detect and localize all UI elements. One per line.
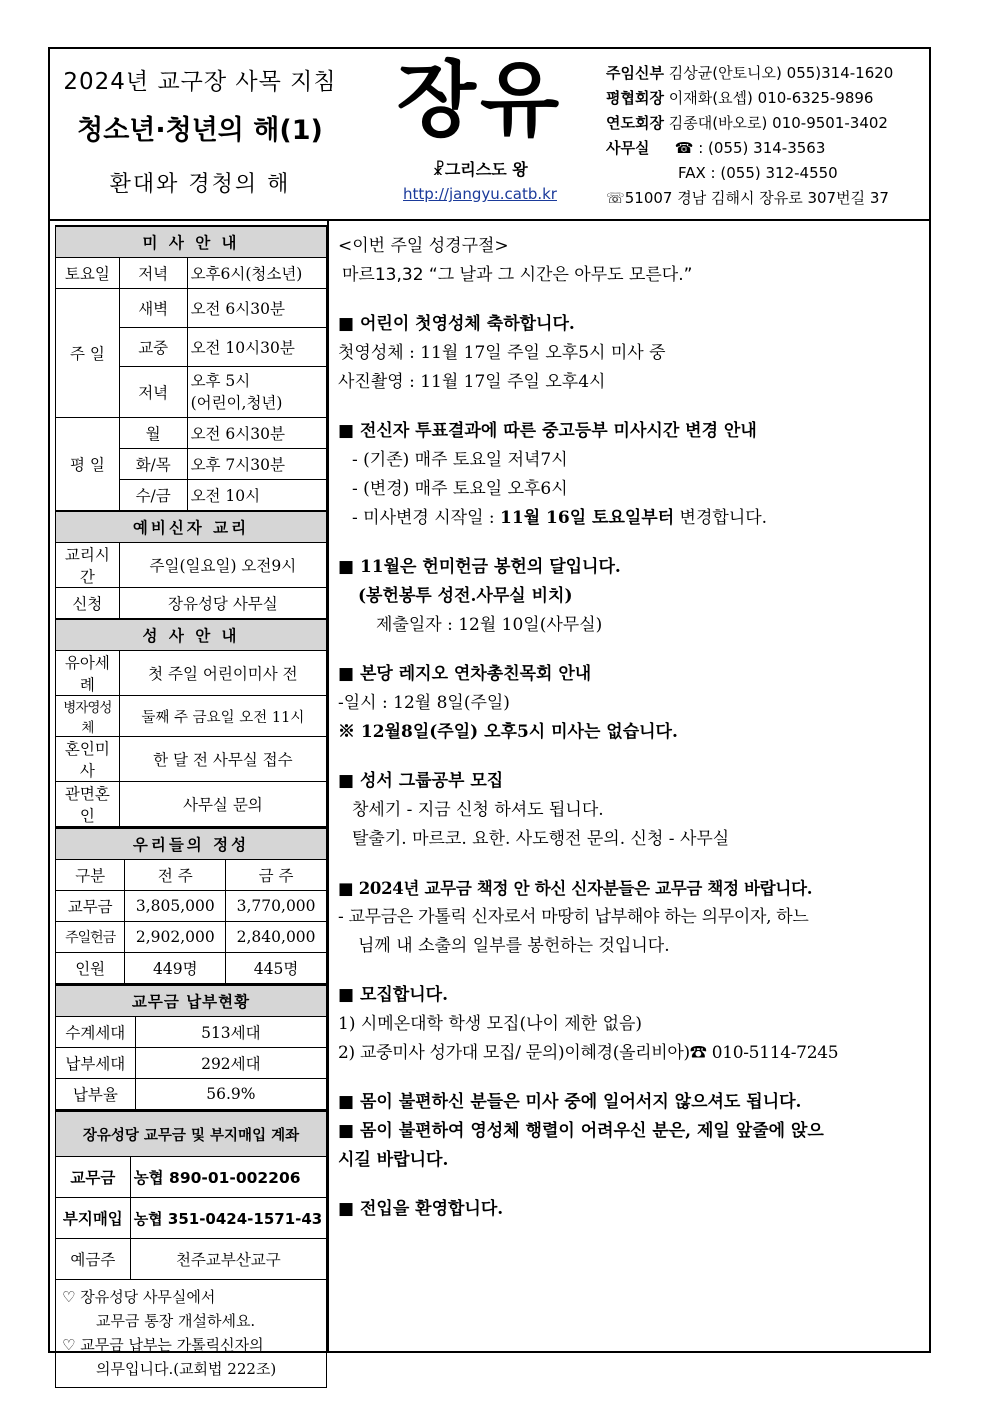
offering-prev: 449명 [125,953,226,984]
feast-name: ☧그리스도 왕 [432,160,528,179]
announcements [338,232,928,1224]
dues-label: 수계세대 [56,1017,136,1048]
dues-label: 납부세대 [56,1048,136,1079]
contact-row [606,186,926,211]
offering-curr: 3,770,000 [226,891,327,922]
section-line: 제출일자 : 12월 10일(사무실) [376,615,603,635]
header [50,49,929,221]
mass-time [187,367,326,418]
section-title: ■ 몸이 불편하신 분들은 미사 중에 일어서지 않으셔도 됩니다. [338,1092,802,1112]
mass-time: 오전 10시 [187,480,326,512]
sidebar [55,225,327,1388]
offering-label: 인원 [56,953,125,984]
section-title: ■ 성서 그룹공부 모집 [338,771,504,791]
mass-slot: 저녁 [119,367,187,418]
contact-row [606,111,926,136]
account-label: 교무금 [56,1157,131,1198]
mass-time-line: 오후 5시 [190,372,251,390]
section-line: 2) 교중미사 성가대 모집/ 문의)이혜경(올리비아)☎ 010-5114-7245 [338,1043,839,1063]
mass-slot: 새벽 [119,289,187,328]
dues-value: 56.9% [135,1079,326,1110]
contact-value: 이재화(요셉) 010-6325-9896 [668,89,874,107]
sunday-label: 주 일 [56,289,120,418]
note-line: 의무입니다.(교회법 222조) [96,1360,277,1378]
dues-title: 교무금 납부현황 [56,985,327,1017]
contact-label: 평협회장 [606,89,664,107]
section-title: ■ 2024년 교무금 책정 안 하신 신자분들은 교무금 책정 바랍니다. [338,879,813,898]
contact-value: 김종대(바오로) 010-9501-3402 [668,114,888,132]
catechumen-time-label: 교리시간 [56,543,120,588]
header-center [370,53,590,203]
sacrament-label: 유아세례 [56,651,120,696]
mass-schedule-title: 미 사 안 내 [56,226,327,258]
mass-slot: 화/목 [119,449,187,480]
section-title: ■ 11월은 헌미헌금 봉헌의 달입니다. [338,557,621,577]
account-value: 농협 351-0424-1571-43 [130,1198,326,1239]
sacrament-label: 병자영성체 [56,696,120,737]
address-value: ☏51007 경남 김해시 장유로 307번길 37 [606,189,889,207]
section-title: ■ 전입을 환영합니다. [338,1199,504,1219]
sacrament-value: 첫 주일 어린이미사 전 [119,651,326,696]
section-line: 1) 시메온대학 학생 모집(나이 제한 없음) [338,1014,643,1034]
section-line [338,504,928,533]
saturday-label: 토요일 [56,258,120,289]
offering-title: 우리들의 정성 [56,828,327,860]
contact-row [606,86,926,111]
mass-slot: 교중 [119,328,187,367]
catechumen-apply-label: 신청 [56,588,120,620]
account-label: 부지매입 [56,1198,131,1239]
year-motto: 환대와 경청의 해 [109,172,291,197]
sacrament-label: 혼인미사 [56,737,120,782]
weekday-label: 평 일 [56,418,120,512]
contact-info [606,61,926,211]
note-line: 교무금 통장 개설하세요. [96,1312,256,1330]
saturday-slot: 저녁 [119,258,187,289]
contact-label: 사무실 [606,139,650,157]
pastoral-theme: 2024년 교구장 사목 지침 [63,69,337,95]
section-line: -일시 : 12월 8일(주일) [338,693,510,713]
sacrament-value: 사무실 문의 [119,782,326,827]
section-line: 님께 내 소출의 일부를 봉헌하는 것입니다. [358,936,670,956]
contact-label: 연도회장 [606,114,664,132]
dues-value: 513세대 [135,1017,326,1048]
account-label: 예금주 [56,1239,131,1280]
section-line: 탈출기. 마르코. 요한. 사도행전 문의. 신청 - 사무실 [352,829,730,849]
mass-time: 오전 6시30분 [187,418,326,449]
sacrament-title: 성 사 안 내 [56,619,327,651]
contact-row [606,161,926,186]
dues-value: 292세대 [135,1048,326,1079]
section-line: ※ 12월8일(주일) 오후5시 미사는 없습니다. [338,722,678,742]
catechumen-title: 예비신자 교리 [56,511,327,543]
account-title: 장유성당 교무금 및 부지매입 계좌 [56,1111,327,1157]
contact-value: FAX : (055) 312-4550 [678,164,838,182]
dues-label: 납부율 [56,1079,136,1110]
info-table [55,225,327,827]
note-line: ♡ 장유성당 사무실에서 [62,1288,216,1306]
offering-col-label: 구분 [56,860,125,891]
mass-time: 오전 6시30분 [187,289,326,328]
section-title: ■ 본당 레지오 연차총친목회 안내 [338,664,592,684]
mass-slot: 수/금 [119,480,187,512]
section-line: - 교무금은 가톨릭 신자로서 마땅히 납부해야 하는 의무이자, 하느 [338,907,809,927]
section-emphasis: 11월 16일 토요일부터 [500,508,675,528]
mass-time: 오전 10시30분 [187,328,326,367]
bulletin-frame [48,47,931,1378]
scripture-title: <이번 주일 성경구절> [338,236,509,256]
sacrament-value: 둘째 주 금요일 오전 11시 [119,696,326,737]
section-title: ■ 전신자 투표결과에 따른 중고등부 미사시간 변경 안내 [338,421,757,441]
section-line: 첫영성체 : 11월 17일 주일 오후5시 미사 중 [338,343,666,363]
parish-url-link[interactable]: http://jangyu.catb.kr [403,185,557,203]
section-text: 변경합니다. [674,508,768,528]
mass-time: 오후 7시30분 [187,449,326,480]
offering-label: 교무금 [56,891,125,922]
header-left [50,61,350,198]
note-line: ♡ 교무금 납부는 가톨릭신자의 [62,1336,264,1354]
contact-value: 김상균(안토니오) 055)314-1620 [668,64,894,82]
section-title: ■ 몸이 불편하여 영성체 행렬이 어려우신 분은, 제일 앞줄에 앉으 [338,1121,824,1141]
section-text: - 미사변경 시작일 : [352,508,501,528]
scripture-text: 마르13,32 “그 날과 그 시간은 아무도 모른다.” [342,265,693,285]
catechumen-time-value: 주일(일요일) 오전9시 [119,543,326,588]
section-title: ■ 어린이 첫영성체 축하합니다. [338,314,575,334]
saturday-time: 오후6시(청소년) [187,258,326,289]
section-line: 시길 바랍니다. [338,1150,449,1170]
section-line: 창세기 - 지금 신청 하셔도 됩니다. [352,800,604,820]
offering-prev: 3,805,000 [125,891,226,922]
section-line: - (변경) 매주 토요일 오후6시 [352,479,568,499]
section-line: - (기존) 매주 토요일 저녁7시 [352,450,568,470]
section-line: (봉헌봉투 성전.사무실 비치) [358,586,573,606]
contact-value: ☎ : (055) 314-3563 [674,139,826,157]
mass-slot: 월 [119,418,187,449]
offering-col-prev: 전 주 [125,860,226,891]
catechumen-apply-value: 장유성당 사무실 [119,588,326,620]
account-value: 농협 890-01-002206 [130,1157,326,1198]
parish-title: 장유 [396,53,564,148]
account-notes [55,1280,327,1388]
offering-curr: 445명 [226,953,327,984]
contact-row [606,136,926,161]
offering-prev: 2,902,000 [125,922,226,953]
contact-label: 주임신부 [606,64,664,82]
sacrament-label: 관면혼인 [56,782,120,827]
account-value: 천주교부산교구 [130,1239,326,1280]
column-divider [327,219,329,1353]
offering-label: 주일헌금 [56,922,125,953]
account-table [55,1110,327,1280]
offering-table [55,827,327,984]
offering-col-curr: 금 주 [226,860,327,891]
section-line: 사진촬영 : 11월 17일 주일 오후4시 [338,372,606,392]
dues-table [55,984,327,1110]
sacrament-value: 한 달 전 사무실 접수 [119,737,326,782]
offering-curr: 2,840,000 [226,922,327,953]
year-subtitle: 청소년·청년의 해(1) [77,115,323,146]
mass-time-line: (어린이,청년) [190,394,283,412]
section-title: ■ 모집합니다. [338,985,449,1005]
contact-row [606,61,926,86]
